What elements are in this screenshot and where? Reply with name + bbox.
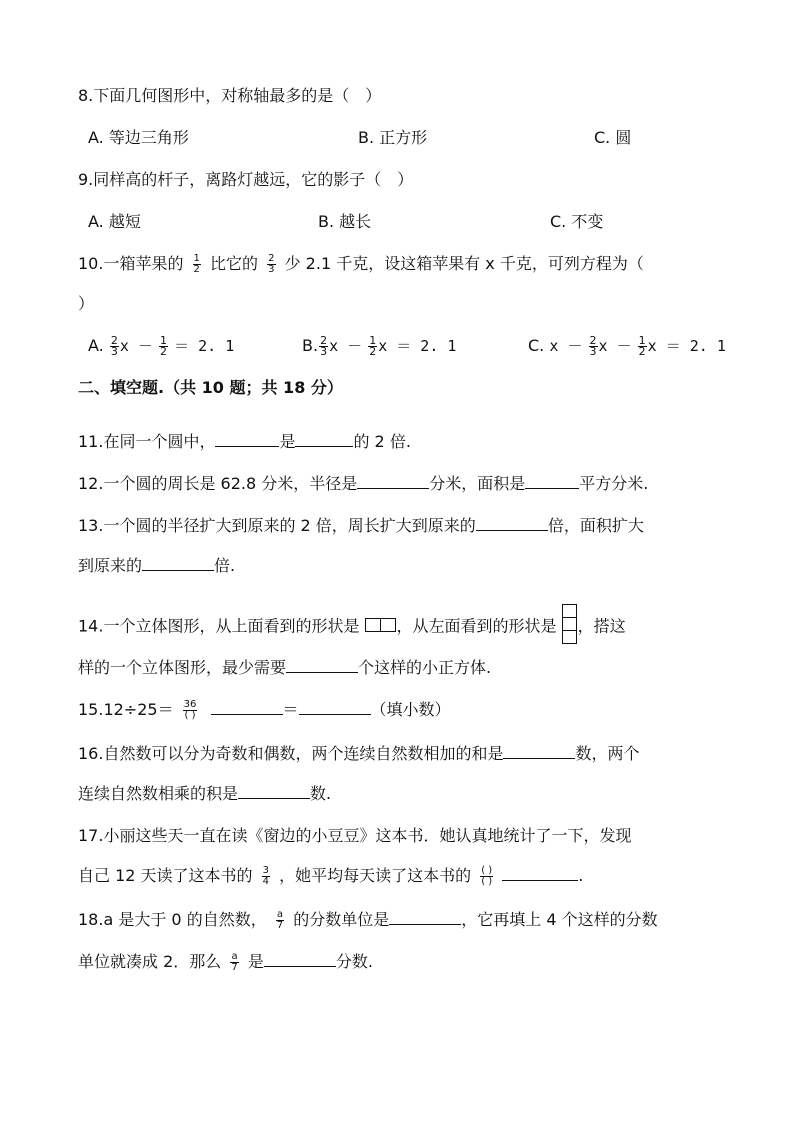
q10-c-fraction-2: $\frac{1}{2}$ <box>638 334 646 358</box>
q13: 13.一个圆的半径扩大到原来的 2 倍，周长扩大到原来的 倍，面积扩大 <box>78 516 644 535</box>
q12-blank-1[interactable] <box>357 472 429 489</box>
q10-stem-cont: ） <box>78 294 95 313</box>
q18: 18.a 是大于 0 的自然数， $\frac{a}{7}$ 的分数单位是 ，它再填上 4 个这样的分数 <box>78 909 658 931</box>
q18-blank-1[interactable] <box>389 908 461 925</box>
q10-a-fraction-1: $\frac{2}{3}$ <box>110 334 118 358</box>
q10-text-2: 比它的 <box>210 254 259 273</box>
q8-option-a[interactable]: A. 等边三角形 <box>88 128 189 147</box>
q16-blank-2[interactable] <box>238 782 310 799</box>
q16-blank-1[interactable] <box>503 742 575 759</box>
q10-fraction-1: $\frac{1}{2}$ <box>193 253 200 275</box>
q18-fraction-1: $\frac{a}{7}$ <box>276 909 284 931</box>
section-heading: 二、填空题.（共 10 题；共 18 分） <box>78 378 343 397</box>
q15-blank-2[interactable] <box>299 698 371 715</box>
q14-blank[interactable] <box>286 656 358 673</box>
q17-fraction-1: $\frac{3}{4}$ <box>262 865 270 887</box>
q17-fraction-2: $\frac{( )}{( )}$ <box>481 865 493 887</box>
left-view-shape-icon <box>562 604 578 650</box>
q8-option-b[interactable]: B. 正方形 <box>358 128 428 147</box>
q15-blank-1[interactable] <box>211 698 283 715</box>
q10-b-fraction-1: $\frac{2}{3}$ <box>320 334 328 358</box>
q15: 15.12÷25＝ $\frac{36}{( )}$ ＝ （填小数） <box>78 699 451 721</box>
q13-cont: 到原来的 倍. <box>78 556 236 575</box>
q8-stem: 8.下面几何图形中，对称轴最多的是（ ） <box>78 86 382 105</box>
q9-option-b[interactable]: B. 越长 <box>318 212 372 231</box>
q9-option-c[interactable]: C. 不变 <box>550 212 604 231</box>
q17-blank[interactable] <box>502 864 578 881</box>
q10-option-a[interactable]: A. $\frac{2}{3}$ x － $\frac{1}{2}$ ＝ 2. 1 <box>88 334 235 358</box>
q16-cont: 连续自然数相乘的积是 数. <box>78 784 332 803</box>
q8-option-c[interactable]: C. 圆 <box>594 128 632 147</box>
q14-cont: 样的一个立体图形，最少需要 个这样的小正方体. <box>78 658 492 677</box>
q11-blank-1[interactable] <box>215 430 279 447</box>
q12: 12.一个圆的周长是 62.8 分米，半径是 分米，面积是 平方分米. <box>78 474 649 493</box>
q10-option-b[interactable]: B. $\frac{2}{3}$ x － $\frac{1}{2}$ x ＝ 2. 1 <box>302 334 457 358</box>
q10-b-fraction-2: $\frac{1}{2}$ <box>369 334 377 358</box>
q13-blank-1[interactable] <box>476 514 548 531</box>
q13-blank-2[interactable] <box>142 554 214 571</box>
q12-blank-2[interactable] <box>525 472 579 489</box>
q10-c-fraction-1: $\frac{2}{3}$ <box>589 334 597 358</box>
q17-cont: 自己 12 天读了这本书的 $\frac{3}{4}$ ，她平均每天读了这本书的 $\frac{( )}{( )}$ . <box>78 865 584 887</box>
q18-fraction-2: $\frac{a}{7}$ <box>231 951 238 973</box>
q10-text-1: 10.一箱苹果的 <box>78 254 184 273</box>
q14: 14.一个立体图形，从上面看到的形状是 ，从左面看到的形状是 ，搭这 <box>78 604 626 650</box>
q11: 11.在同一个圆中， 是 的 2 倍. <box>78 432 411 451</box>
q15-fraction: $\frac{36}{( )}$ <box>183 699 197 721</box>
q10-a-fraction-2: $\frac{1}{2}$ <box>160 334 167 358</box>
q11-blank-2[interactable] <box>295 430 353 447</box>
q10-stem <box>78 254 644 275</box>
q17: 17.小丽这些天一直在读《窗边的小豆豆》这本书．她认真地统计了一下，发现 <box>78 826 632 845</box>
top-view-shape-icon <box>365 616 397 638</box>
q18-cont: 单位就凑成 2．那么 $\frac{a}{7}$ 是 分数. <box>78 951 373 973</box>
q10-fraction-2: $\frac{2}{3}$ <box>268 253 275 275</box>
q9-option-a[interactable]: A. 越短 <box>88 212 141 231</box>
q10-text-3: 少 2.1 千克，设这箱苹果有 x 千克，可列方程为（ <box>284 254 644 273</box>
q9-stem: 9.同样高的杆子，离路灯越远，它的影子（ ） <box>78 170 414 189</box>
q10-option-c[interactable]: C. x － $\frac{2}{3}$ x － $\frac{1}{2}$ x ＝ 2. 1 <box>528 334 726 358</box>
q18-blank-2[interactable] <box>264 950 336 967</box>
q16: 16.自然数可以分为奇数和偶数，两个连续自然数相加的和是 数，两个 <box>78 744 640 763</box>
